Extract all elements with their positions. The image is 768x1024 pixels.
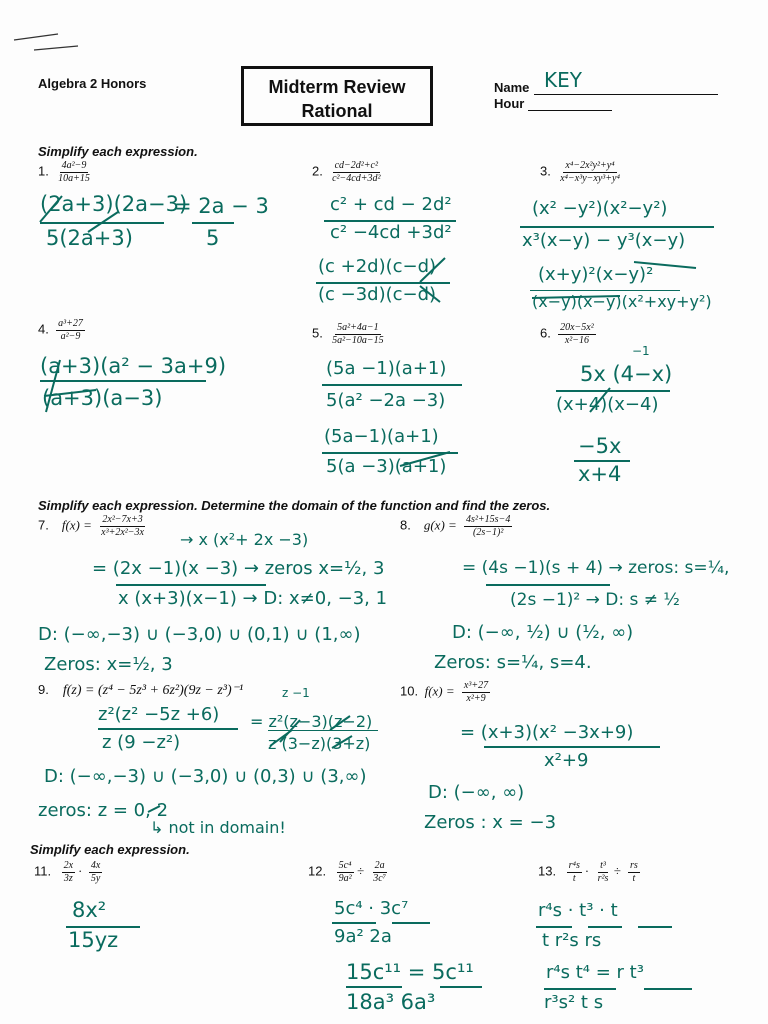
p9-work-factored-den: z (3−z)(3+z) [268,734,371,753]
p8-zeros: Zeros: s=¼, s=4. [434,652,592,673]
p2-work-factored-num: (c +2d)(c−d) [318,256,437,277]
p7-zeros: Zeros: x=½, 3 [44,654,173,675]
title-line-2: Rational [301,101,373,121]
name-label: Name [494,80,530,95]
p9-work-note: z −1 [282,686,310,700]
p7-work-factor-den: → x (x²+ 2x −3) [180,530,309,549]
problem-9: 9. f(z) = (z⁴ − 5z³ + 6z²)(9z − z³)⁻¹ [38,682,244,698]
p4-work-den: (a+3)(a−3) [42,386,163,410]
problem-6: 6. $\frac{\text{20x−5x²}}{\text{x²−16}}$ [540,322,594,346]
title-line-1: Midterm Review [268,77,406,97]
p1-work-result-num: = 2a − 3 [174,194,269,218]
p9-note: ↳ not in domain! [150,818,286,837]
problem-7: 7. f(x) = $\frac{\text{2x²−7x+3}}{\text{x³+2x²−3x}}$ [38,514,144,538]
p12-work-den: 9a² 2a [334,926,392,947]
section-2-heading: Simplify each expression. Determine the domain of the function and find the zeros. [38,498,551,513]
p8-work-den: (2s −1)² → D: s ≠ ½ [510,590,680,610]
problem-3: 3. $\frac{\text{x⁴−2x²y²+y⁴}}{\text{x⁴−x³y−xy³+y⁴}}$ [540,160,620,184]
p8-domain: D: (−∞, ½) ∪ (½, ∞) [452,622,634,643]
problem-5: 5. $\frac{\text{5a²+4a−1}}{\text{5a²−10a−15}}$ [312,322,384,346]
title-box [241,66,433,126]
name-value: KEY [544,68,582,92]
problem-4: 4. $\frac{\text{a³+27}}{\text{a²−9}}$ [38,318,83,342]
p9-work-den: z (9 −z²) [102,732,181,753]
p11-answer-num: 8x² [72,898,107,922]
section-3-heading: Simplify each expression. [30,842,190,857]
problem-2: 2. $\frac{\text{cd−2d²+c²}}{\text{c²−4cd+3d²}}$ [312,160,381,184]
p6-answer-den: x+4 [578,462,622,486]
name-field[interactable] [534,68,718,95]
p9-work-factored-num: = z²(z−3)(z−2) [250,712,373,731]
p1-work-num: (2a+3)(2a−3) [40,192,188,216]
p3-work-num: (x² −y²)(x²−y²) [532,198,668,219]
section-1-heading: Simplify each expression. [38,144,198,159]
p12-work-num: 5c⁴ · 3c⁷ [334,898,409,919]
problem-8: 8. g(x) = $\frac{\text{4s²+15s−4}}{\text{(2s−1)²}}$ [400,514,511,538]
hour-label: Hour [494,96,525,111]
problem-10: 10. f(x) = $\frac{\text{x³+27}}{\text{x²+9}}$ [400,680,489,704]
p13-work-num: r⁴s · t³ · t [538,900,618,921]
p13-answer-den: r³s² t s [544,992,604,1013]
p8-work-num: = (4s −1)(s + 4) → zeros: s=¼, [462,558,730,578]
problem-12: 12. $\frac{\text{5c⁴}}{\text{9a²}}$ ÷ $\frac{2a}{\text{3c⁷}}$ [308,860,387,884]
p2-work-num: c² + cd − 2d² [330,194,452,215]
p12-answer-den: 18a³ 6a³ [346,990,436,1014]
p7-work-den: x (x+3)(x−1) → D: x≠0, −3, 1 [118,588,388,609]
p6-work-sign: −1 [632,344,650,358]
p3-work-den: x³(x−y) − y³(x−y) [522,230,686,251]
p9-domain: D: (−∞,−3) ∪ (−3,0) ∪ (0,3) ∪ (3,∞) [44,766,367,787]
hour-field[interactable] [528,96,612,111]
p2-work-factored-den: (c −3d)(c−d) [318,284,437,305]
problem-11: 11. $\frac{2x}{3z}$ · $\frac{4x}{5y}$ [34,860,101,884]
course-name: Algebra 2 Honors [38,76,147,91]
p12-answer-num: 15c¹¹ = 5c¹¹ [346,960,474,984]
p7-domain: D: (−∞,−3) ∪ (−3,0) ∪ (0,1) ∪ (1,∞) [38,624,361,645]
p1-work-result-den: 5 [206,226,220,250]
p4-work-num: (a+3)(a² − 3a+9) [40,354,227,378]
problem-1: 1. $\frac{\text{4a²−9}}{10a+15}$ [38,160,90,184]
p13-work-den: t r²s rs [542,930,602,951]
p5-work-num: (5a −1)(a+1) [326,358,447,379]
p10-domain: D: (−∞, ∞) [428,782,525,803]
p7-work-num: = (2x −1)(x −3) → zeros x=½, 3 [92,558,385,579]
p11-answer-den: 15yz [68,928,119,952]
p13-answer-num: r⁴s t⁴ = r t³ [546,962,644,983]
p6-answer-num: −5x [578,434,622,458]
p9-zeros: zeros: z = 0, 2 [38,800,169,821]
p2-work-den: c² −4cd +3d² [330,222,452,243]
p10-work-num: = (x+3)(x² −3x+9) [460,722,634,743]
p6-work-den: (x+4)(x−4) [556,394,659,415]
p5-work-den: 5(a² −2a −3) [326,390,446,411]
p10-zeros: Zeros : x = −3 [424,812,557,833]
p6-work-num: 5x (4−x) [580,362,673,386]
p10-work-den: x²+9 [544,750,589,771]
problem-13: 13. $\frac{\text{r⁴s}}{t}$ · $\frac{\text{t³}}{\text{r²s}}$ ÷ $\frac{rs}{t}$ [538,860,638,884]
p5-work-factored-num: (5a−1)(a+1) [324,426,439,447]
p9-work-num: z²(z² −5z +6) [98,704,220,725]
p3-work-factored-num: (x+y)²(x−y)² [538,264,654,285]
p5-work-factored-den: 5(a −3)(a+1) [326,456,447,477]
p1-work-den: 5(2a+3) [46,226,133,250]
p3-work-factored-den: (x−y)(x−y)(x²+xy+y²) [532,292,712,311]
